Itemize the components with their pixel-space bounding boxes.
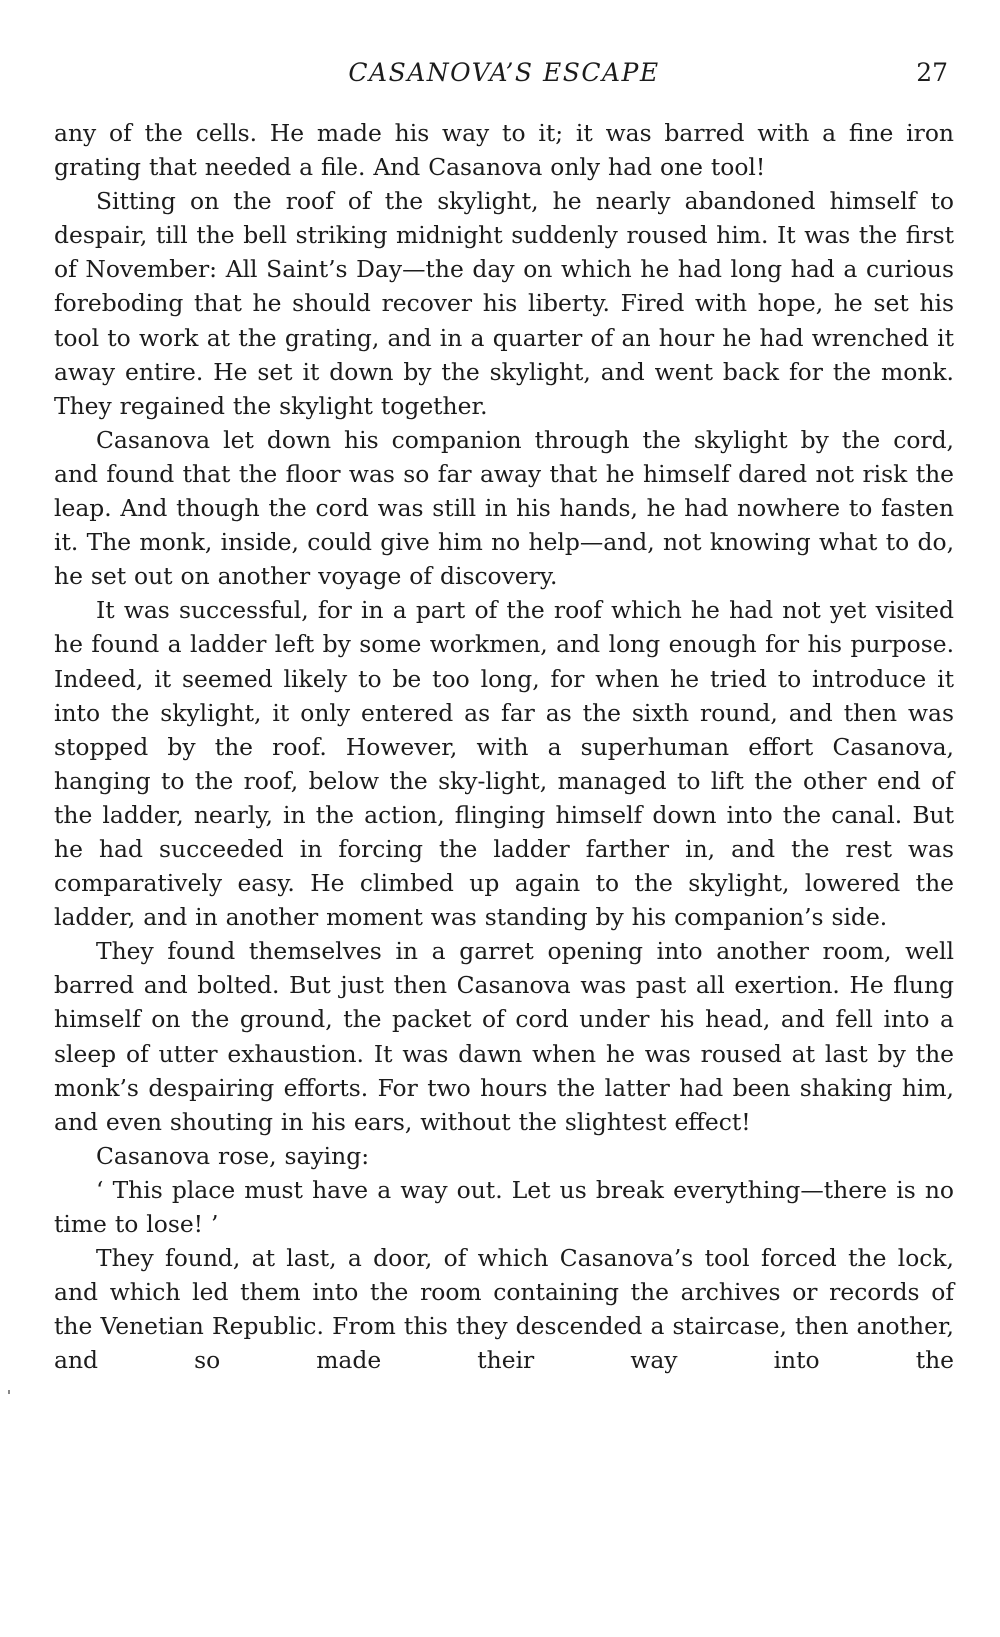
paragraph: ‘ This place must have a way out. Let us break everything—there is no time to lose! ’: [54, 1175, 954, 1238]
paragraph: Sitting on the roof of the skylight, he nearly abandoned himself to despair, till the bell striking midnight suddenly roused him. It was the first of November: All Saint’s Day—the day on which he had long had a curious foreboding that he should recover his liberty. Fired with hope, he set his tool to work at the grating, and in a quarter of an hour he had wrenched it away entire. He set it down by the skylight, and went back for the monk. They regained the skylight together.: [54, 187, 954, 420]
page-header: [54, 58, 954, 98]
paragraph: Casanova let down his companion through the skylight by the cord, and found that the floor was so far away that he himself dared not risk the leap. And though the cord was still in his hands, he had nowhere to fasten it. The monk, inside, could give him no help—and, not knowing what to do, he set out on another voyage of discovery.: [54, 425, 954, 591]
paragraph: They found themselves in a garret opening into another room, well barred and bolted. But just then Casanova was past all exertion. He flung himself on the ground, the packet of cord under his head, and fell into a sleep of utter exhaustion. It was dawn when he was roused at last by the monk’s despairing efforts. For two hours the latter had been shaking him, and even shouting in his ears, without the slightest effect!: [54, 937, 954, 1136]
book-page: [54, 58, 954, 1377]
paragraph: It was successful, for in a part of the roof which he had not yet visited he found a ladder left by some workmen, and long enough for his purpose. Indeed, it seemed likely to be too long, for when he tried to introduce it into the skylight, it only entered as far as the sixth round, and then was stopped by the roof. However, with a superhuman effort Casanova, hanging to the roof, below the sky-light, managed to lift the other end of the ladder, nearly, in the action, flinging himself down into the canal. But he had succeeded in forcing the ladder farther in, and the rest was comparatively easy. He climbed up again to the skylight, lowered the ladder, and in another moment was standing by his companion’s side.: [54, 596, 954, 932]
paragraph: Casanova rose, saying:: [96, 1141, 370, 1170]
running-title: CASANOVA’S ESCAPE: [348, 58, 660, 87]
paragraph: any of the cells. He made his way to it; it was barred with a fine iron grating that needed a file. And Casanova only had one tool!: [54, 119, 954, 182]
body-text: [54, 116, 954, 1377]
scan-mark: [8, 1390, 10, 1394]
paragraph: They found, at last, a door, of which Casanova’s tool forced the lock, and which led them into the room containing the archives or records of the Venetian Republic. From this they descended a staircase, then another, and so made their way into the: [54, 1244, 954, 1375]
page-number: 27: [916, 58, 948, 87]
